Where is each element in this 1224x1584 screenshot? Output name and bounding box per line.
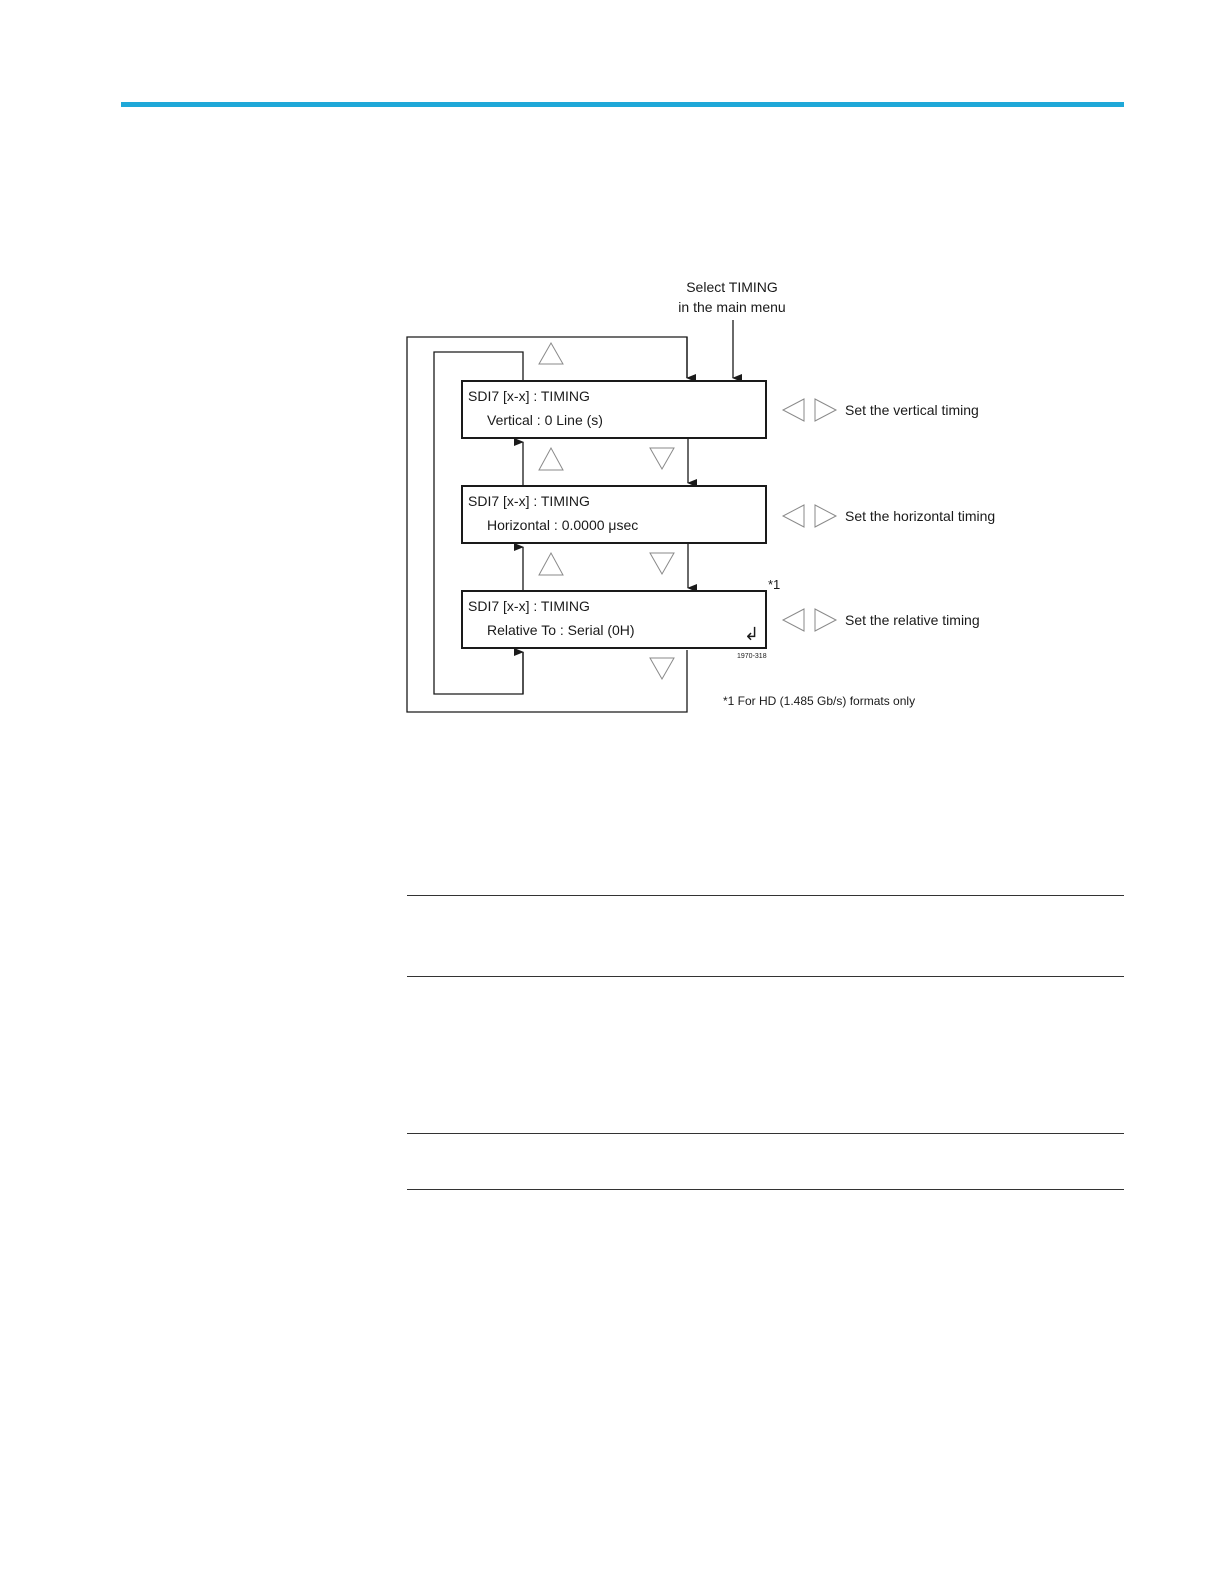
figure-id: 1970-318 bbox=[737, 653, 767, 660]
note-rule-bottom bbox=[407, 1189, 1124, 1190]
screen-title: SDI7 [x-x] : TIMING bbox=[468, 388, 590, 404]
menu-screen-relative bbox=[462, 591, 766, 648]
side-label-relative: Set the relative timing bbox=[845, 612, 980, 628]
side-label-vertical: Set the vertical timing bbox=[845, 402, 979, 418]
side-label-horizontal: Set the horizontal timing bbox=[845, 508, 996, 524]
down-triangle-icon bbox=[650, 658, 674, 679]
screen-title: SDI7 [x-x] : TIMING bbox=[468, 598, 590, 614]
note-rule-top bbox=[407, 895, 1124, 896]
entry-label-line1: Select TIMING bbox=[686, 279, 778, 295]
note-rule-top bbox=[407, 1133, 1124, 1134]
left-triangle-icon bbox=[783, 505, 804, 527]
screen-value: Relative To : Serial (0H) bbox=[487, 622, 635, 638]
right-triangle-icon bbox=[815, 505, 836, 527]
enter-icon: ↲ bbox=[744, 624, 760, 644]
left-triangle-icon bbox=[783, 399, 804, 421]
menu-screen-horizontal bbox=[462, 486, 766, 543]
screen-value: Horizontal : 0.0000 μsec bbox=[487, 517, 639, 533]
up-triangle-icon bbox=[539, 448, 563, 470]
down-triangle-icon bbox=[650, 448, 674, 469]
note-rule-bottom bbox=[407, 976, 1124, 977]
up-triangle-icon bbox=[539, 343, 563, 364]
left-triangle-icon bbox=[783, 609, 804, 631]
right-triangle-icon bbox=[815, 399, 836, 421]
entry-label-line2: in the main menu bbox=[678, 299, 786, 315]
screen-value: Vertical : 0 Line (s) bbox=[487, 412, 603, 428]
screen-title: SDI7 [x-x] : TIMING bbox=[468, 493, 590, 509]
menu-screen-vertical bbox=[462, 381, 766, 438]
footnote: *1 For HD (1.485 Gb/s) formats only bbox=[723, 694, 916, 708]
down-triangle-icon bbox=[650, 553, 674, 574]
right-triangle-icon bbox=[815, 609, 836, 631]
up-triangle-icon bbox=[539, 553, 563, 575]
footnote-marker: *1 bbox=[768, 577, 781, 592]
